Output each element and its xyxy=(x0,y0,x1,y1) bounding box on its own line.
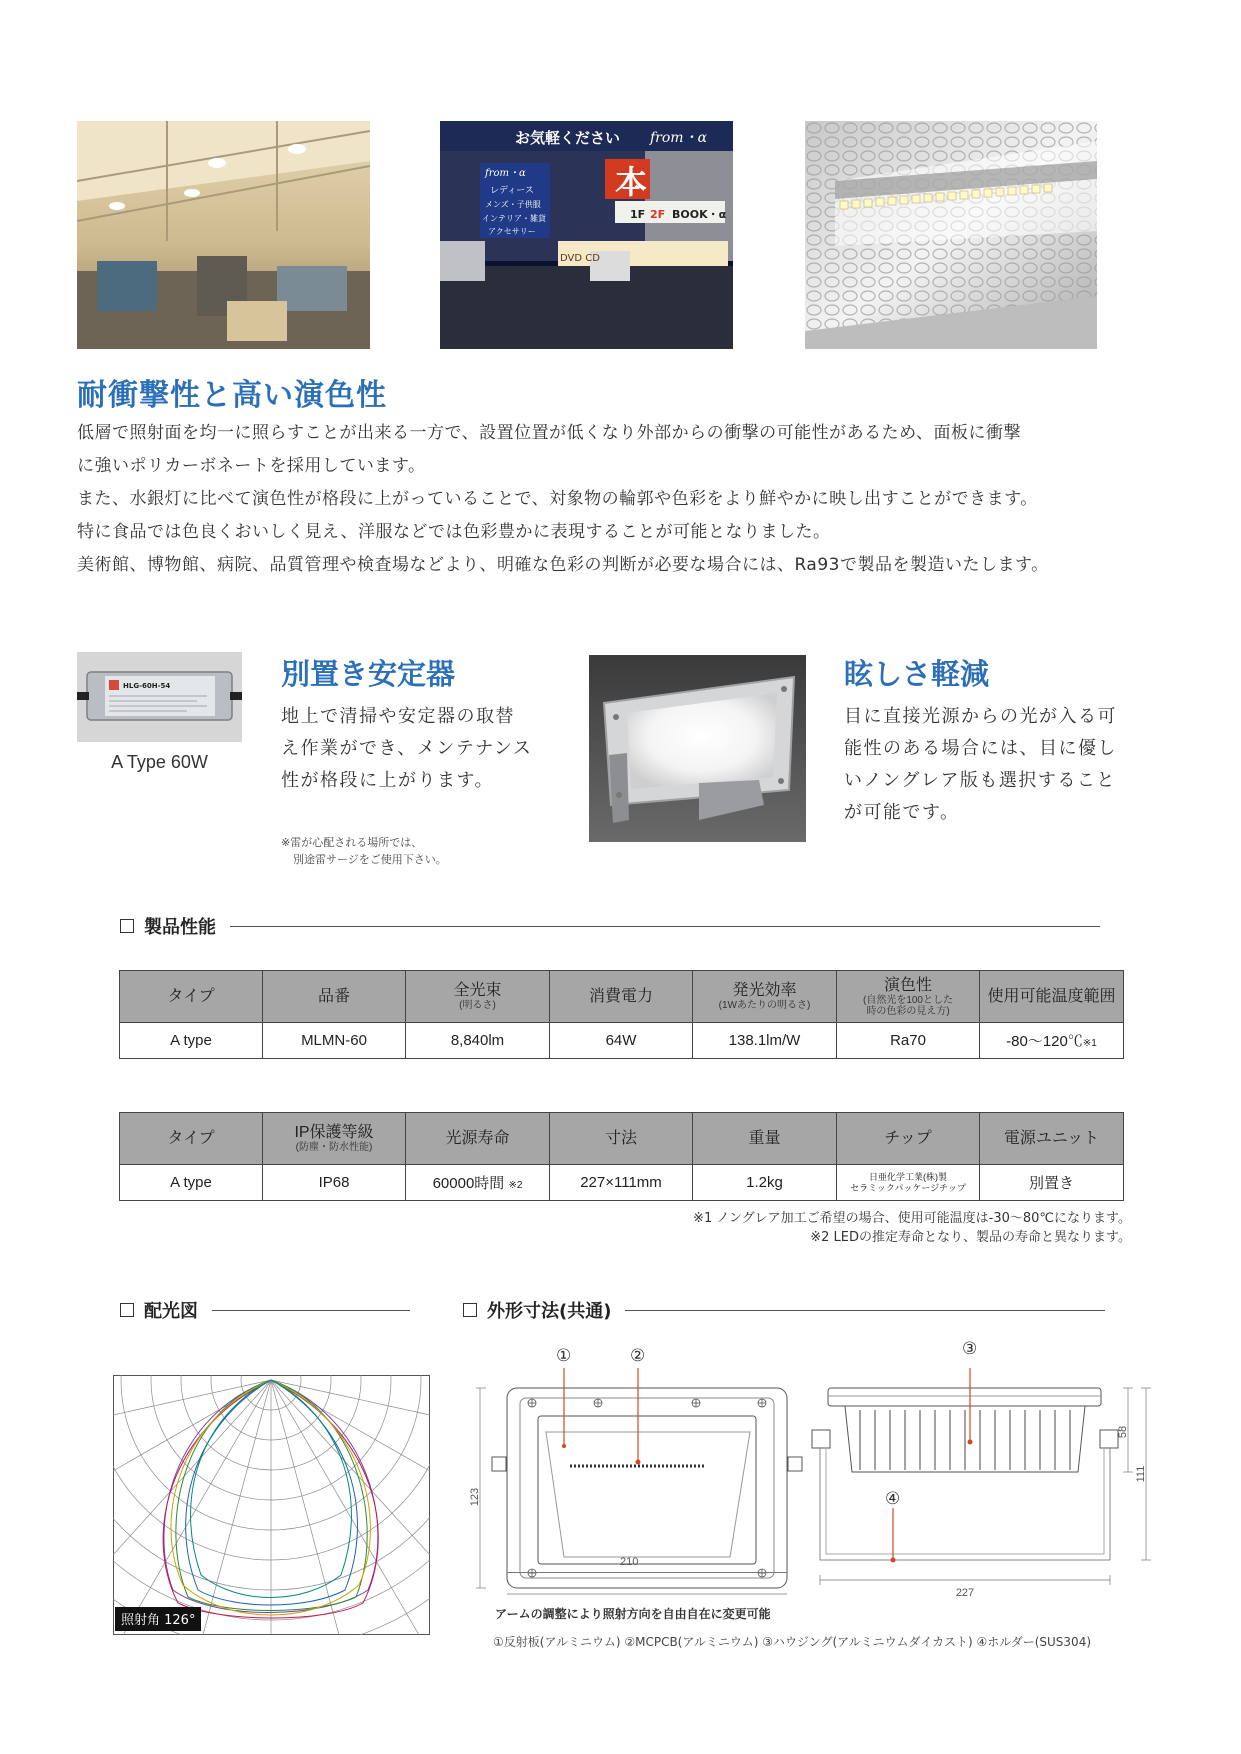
col-cri: 演色性 (自然光を100とした 時の色彩の見え方) xyxy=(837,971,980,1023)
table-row xyxy=(120,1023,1124,1059)
marker-3: ③ xyxy=(962,1339,978,1359)
glare-body xyxy=(844,701,1117,829)
cell-chip: 日亜化学工業(株)製 セラミックパッケージチップ xyxy=(837,1165,980,1201)
ballast-caption: A Type 60W xyxy=(111,752,208,772)
impact-line-3: また、水銀灯に比べて演色性が格段に上がっていることで、対象物の輪郭や色彩をより鮮やかに映し出すことができます。 xyxy=(77,489,1038,509)
impact-line-2: に強いポリカーボネートを採用しています。 xyxy=(77,456,426,476)
col-efficiency: 発光効率 (1Wあたりの明るさ) xyxy=(693,971,837,1023)
performance-note-1: ※1 ノングレア加工ご希望の場合、使用可能温度は-30～80℃になります。 xyxy=(693,1211,1131,1226)
checkbox-square-icon xyxy=(120,1303,134,1317)
store-kanji-text: 本 xyxy=(615,163,648,201)
checkbox-square-icon xyxy=(463,1303,477,1317)
store-brand-text-2: from・α xyxy=(485,168,526,179)
ballast-title: 別置き安定器 xyxy=(281,657,456,691)
store-menu-2: メンズ・子供服 xyxy=(485,200,541,209)
ballast-note-1: ※雷が心配される場所では、 xyxy=(281,836,423,849)
col-power-unit: 電源ユニット xyxy=(980,1113,1124,1165)
cell-power: 64W xyxy=(550,1023,693,1059)
ballast-photo xyxy=(77,652,242,742)
floodlight-photo xyxy=(589,655,806,842)
store-night-photo xyxy=(440,121,733,349)
col-type: タイプ xyxy=(120,1113,263,1165)
cell-ip: IP68 xyxy=(263,1165,406,1201)
store-menu-1: レディース xyxy=(490,186,534,196)
performance-note-2: ※2 LEDの推定寿命となり、製品の寿命と異なります。 xyxy=(810,1230,1131,1245)
front-height-label: 123 xyxy=(469,1487,481,1507)
glare-line-3: いノングレア版も選択すること xyxy=(844,770,1116,791)
cell-model: MLMN-60 xyxy=(263,1023,406,1059)
ballast-label-text: HLG-60H-54 xyxy=(123,682,171,690)
table-row xyxy=(120,1165,1124,1201)
led-reflector-photo xyxy=(805,121,1097,349)
store-floor1: 1F xyxy=(630,208,646,221)
angle-label: 照射角 126° xyxy=(121,1613,196,1628)
spec-table-1 xyxy=(119,970,1124,1059)
glare-line-2: 能性のある場合には、目に優し xyxy=(844,738,1117,759)
side-height-total-label: 111 xyxy=(1135,1465,1147,1483)
cell-efficiency: 138.1lm/W xyxy=(693,1023,837,1059)
heading-rule xyxy=(212,1310,410,1311)
performance-heading xyxy=(120,913,1100,939)
front-view xyxy=(492,1388,802,1588)
cell-power-unit: 別置き xyxy=(980,1165,1124,1201)
light-distribution-heading xyxy=(120,1297,410,1323)
performance-heading-text: 製品性能 xyxy=(144,917,216,938)
dimension-drawing xyxy=(460,1332,1160,1602)
cell-type: A type xyxy=(120,1165,263,1201)
store-menu-3: インテリア・雑貨 xyxy=(482,214,546,223)
glare-line-4: が可能です。 xyxy=(844,802,960,823)
polar-diagram xyxy=(113,1375,430,1635)
marker-4: ④ xyxy=(885,1489,901,1509)
cell-size: 227×111mm xyxy=(550,1165,693,1201)
col-ip: IP保護等級 (防塵・防水性能) xyxy=(263,1113,406,1165)
ballast-line-3: 性が格段に上がります。 xyxy=(281,770,495,791)
glare-title: 眩しさ軽減 xyxy=(844,657,990,691)
cell-lumen: 8,840lm xyxy=(406,1023,550,1059)
col-weight: 重量 xyxy=(693,1113,837,1165)
store-menu-4: アクセサリー xyxy=(488,227,536,236)
dimension-caption: アームの調整により照射方向を自由自在に変更可能 xyxy=(495,1607,771,1621)
ballast-note xyxy=(281,834,447,868)
spec-table-2-header xyxy=(120,1113,1124,1165)
col-lumen: 全光束 (明るさ) xyxy=(406,971,550,1023)
col-model: 品番 xyxy=(263,971,406,1023)
marker-1: ① xyxy=(556,1346,572,1366)
col-life: 光源寿命 xyxy=(406,1113,550,1165)
dimensions-heading xyxy=(463,1297,1105,1323)
factory-photo xyxy=(77,121,370,349)
heading-rule xyxy=(625,1310,1105,1311)
marker-2: ② xyxy=(630,1346,646,1366)
cell-life: 60000時間 ※2 xyxy=(406,1165,550,1201)
col-power: 消費電力 xyxy=(550,971,693,1023)
col-temp: 使用可能温度範囲 xyxy=(980,971,1124,1023)
col-size: 寸法 xyxy=(550,1113,693,1165)
impact-line-4: 特に食品では色良くおいしく見え、洋服などでは色彩豊かに表現することが可能となりました。 xyxy=(77,522,831,542)
store-brand-text: from・α xyxy=(650,130,708,146)
cell-type: A type xyxy=(120,1023,263,1059)
checkbox-square-icon xyxy=(120,919,134,933)
cell-cri: Ra70 xyxy=(837,1023,980,1059)
light-distribution-heading-text: 配光図 xyxy=(144,1301,198,1322)
parts-list: ①反射板(アルミニウム) ②MCPCB(アルミニウム) ③ハウジング(アルミニウムダイカスト) ④ホルダー(SUS304) xyxy=(493,1635,1092,1649)
glare-line-1: 目に直接光源からの光が入る可 xyxy=(844,706,1117,727)
store-book-text: BOOK・α xyxy=(672,208,727,221)
store-sign-text: お気軽ください xyxy=(515,129,621,147)
spec-table-2 xyxy=(119,1112,1124,1201)
impact-body xyxy=(77,417,1049,582)
spec-table-1-header xyxy=(120,971,1124,1023)
ballast-note-2: 別途雷サージをご使用下さい。 xyxy=(293,853,447,866)
ballast-line-2: え作業ができ、メンテナンス xyxy=(281,738,533,759)
store-dvd-text: DVD CD xyxy=(560,253,600,264)
side-height-top-label: 58 xyxy=(1117,1425,1129,1439)
side-width-label: 227 xyxy=(955,1587,975,1599)
col-type: タイプ xyxy=(120,971,263,1023)
cell-temp: -80～120℃※1 xyxy=(980,1023,1124,1059)
front-width-line xyxy=(507,1572,787,1573)
store-floor2: 2F xyxy=(650,208,666,221)
front-width-label: 210 xyxy=(620,1556,639,1568)
col-chip: チップ xyxy=(837,1113,980,1165)
cell-weight: 1.2kg xyxy=(693,1165,837,1201)
impact-title: 耐衝撃性と高い演色性 xyxy=(77,378,387,413)
dimensions-heading-text: 外形寸法(共通) xyxy=(487,1301,612,1322)
impact-line-1: 低層で照射面を均一に照らすことが出来る一方で、設置位置が低くなり外部からの衝撃の可能性があるため、面板に衝撃 xyxy=(77,423,1021,443)
ballast-line-1: 地上で清掃や安定器の取替 xyxy=(281,706,515,727)
heading-rule xyxy=(230,926,1100,927)
ballast-body xyxy=(281,701,532,797)
impact-line-5: 美術館、博物館、病院、品質管理や検査場などより、明確な色彩の判断が必要な場合には、Ra93で製品を製造いたします。 xyxy=(77,555,1049,575)
